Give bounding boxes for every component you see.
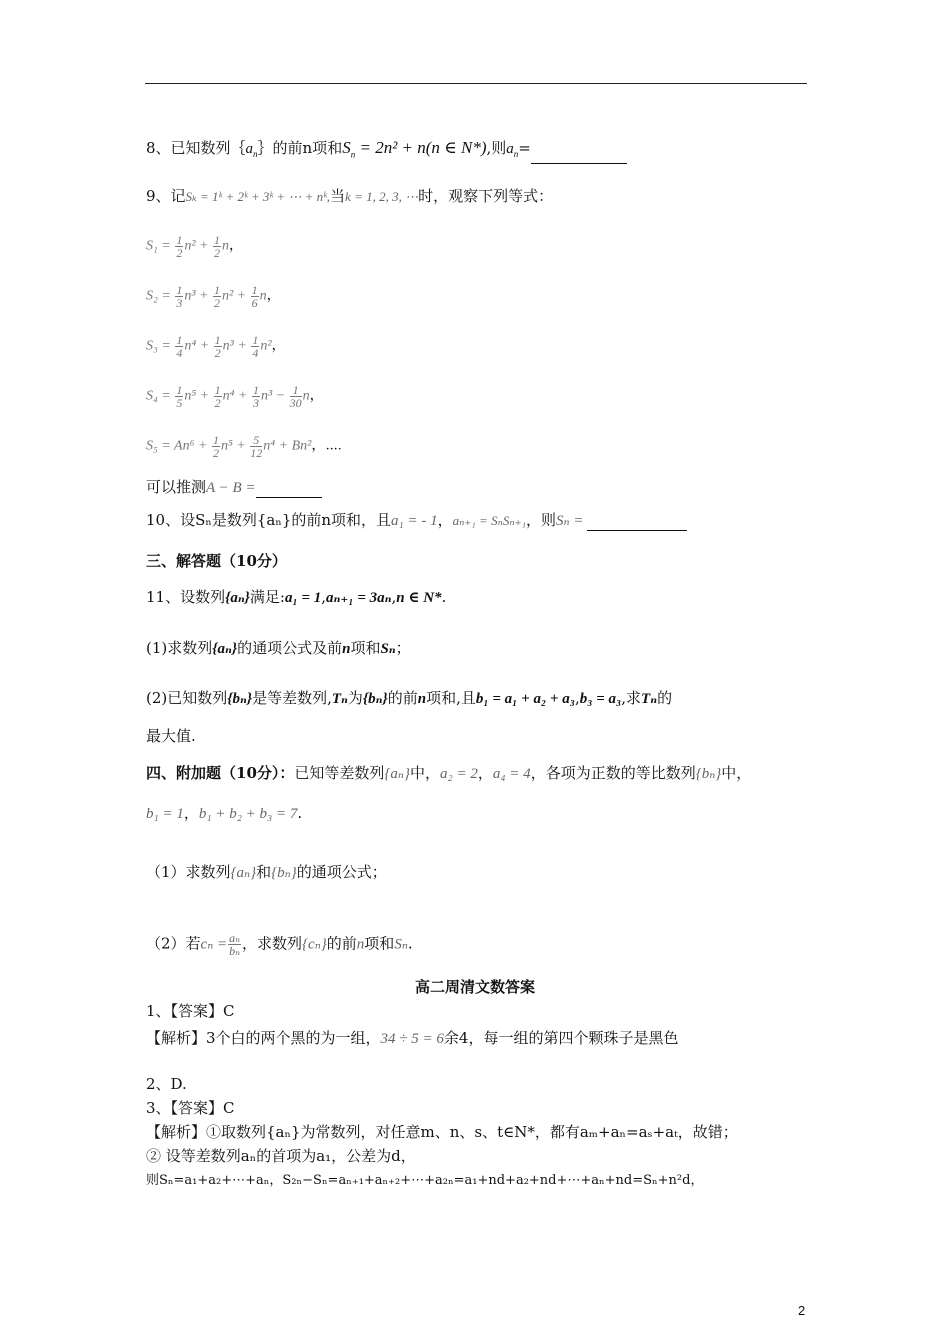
question-11-part-2: (2)已知数列{bₙ}是等差数列,Tₙ为{bₙ}的前n项和,且b₁ = a₁ + a₂ + a₃,b₃ = a₃,求Tₙ的: [146, 689, 673, 707]
question-11-tail: 最大值.: [146, 727, 196, 745]
question-9-conclusion: 可以推测A − B =: [146, 477, 322, 498]
question-8: 8、已知数列$\{a_n\}$的前n项和$S_n = 2n^2 + n(n$ ∈ N*),则$a_n=$: [146, 138, 627, 164]
answer-1: 1、【答案】C: [146, 1002, 235, 1020]
answer-3-explanation: 【解析】①取数列{aₙ}为常数列，对任意m、n、s、t∈N*，都有aₘ+aₙ=aₛ+aₜ，故错；: [146, 1123, 738, 1141]
math-division: 34 ÷ 5 = 6: [380, 1031, 444, 1047]
section-3-heading: 三、解答题（10分）: [146, 552, 287, 570]
page-number: 2: [798, 1303, 806, 1318]
equation-s2: S₂ = $\frac{1}{3}$ n³ + $\frac{1}{2}$ n² + $\frac{1}{6}$ n，: [146, 283, 281, 310]
math-a-minus-b: A − B =: [206, 480, 256, 496]
equation-s3: S₃ = $\frac{1}{4}$ n⁴ + $\frac{1}{2}$ n³ + $\frac{1}{4}$ n²，: [146, 333, 286, 360]
math-sn: Sₙ =: [556, 513, 584, 529]
section-4-question: 四、附加题（10分）：已知等差数列{aₙ}中，a₂ = 2，a₄ = 4，各项为正数的等比数列{bₙ}中，: [146, 764, 752, 782]
section-4-part-1: （1）求数列{aₙ}和{bₙ}的通项公式；: [146, 863, 387, 881]
math-sn-formula: $S_n = 2n^2 + n(n$ ∈ N*): [342, 138, 487, 160]
math-sk-def: Sₖ = 1ᵏ + 2ᵏ + 3ᵏ + ⋯ + nᵏ,: [185, 189, 331, 204]
fraction-an-bn: $\frac{\text{aₙ}}{\text{bₙ}}$: [229, 931, 241, 958]
answer-blank-10: [587, 516, 687, 531]
math-k-values: k = 1, 2, 3, ⋯: [345, 189, 419, 204]
answer-2: 2、D.: [146, 1075, 187, 1093]
header-rule: [145, 83, 807, 84]
section-4-conditions: b₁ = 1，b₁ + b₂ + b₃ = 7.: [146, 804, 303, 822]
answer-blank-9: [256, 483, 322, 498]
math-a1: a₁ = - 1: [391, 513, 438, 529]
question-11-part-1: (1)求数列{aₙ}的通项公式及前n项和Sₙ；: [146, 639, 411, 657]
answer-3-line-3: 则Sₙ=a₁+a₂+⋯+aₙ，S₂ₙ−Sₙ=aₙ₊₁+aₙ₊₂+⋯+a₂ₙ=a₁+nd+a₂+nd+⋯+aₙ+nd=Sₙ+n²d，: [146, 1173, 704, 1188]
math-recurrence: aₙ₊₁ = SₙSₙ₊₁: [452, 513, 526, 528]
answer-3: 3、【答案】C: [146, 1099, 235, 1117]
answer-3-line-2: ② 设等差数列aₙ的首项为a₁，公差为d，: [146, 1147, 416, 1165]
answers-title: 高二周清文数答案: [414, 978, 535, 996]
equation-s1: S₁ = $\frac{1}{2}$ n² + $\frac{1}{2}$ n，: [146, 233, 243, 260]
math-an-2: $a_n$: [506, 141, 519, 159]
equation-s4: S₄ = $\frac{1}{5}$ n⁵ + $\frac{1}{2}$ n⁴ + $\frac{1}{3}$ n³ − $\frac{1}{30}$ n，: [146, 383, 324, 410]
question-10: 10、设Sₙ是数列{aₙ}的前n项和，且a₁ = - 1，aₙ₊₁ = SₙSₙ₊₁，则Sₙ =: [146, 510, 687, 531]
section-4-part-2: （2）若cₙ = $\frac{\text{aₙ}}{\text{bₙ}}$ ，求数列{cₙ}的前n项和Sₙ.: [146, 931, 413, 958]
answer-1-explanation: 【解析】3个白的两个黑的为一组，34 ÷ 5 = 6余4，每一组的第四个颗珠子是黑色: [146, 1029, 679, 1047]
math-an: $a_n$: [245, 141, 258, 159]
question-9: 9、记Sₖ = 1ᵏ + 2ᵏ + 3ᵏ + ⋯ + nᵏ,当k = 1, 2, 3, ⋯时，观察下列等式：: [146, 187, 554, 205]
question-11: 11、设数列{aₙ}满足:a₁ = 1,aₙ₊₁ = 3aₙ,n ∈ N*.: [146, 588, 447, 606]
answer-blank-8: [531, 149, 627, 164]
equation-s5: S₅ = An⁶ + $\frac{1}{2}$ n⁵ + $\frac{5}{12}$ n⁴ + Bn²，⋯.: [146, 433, 342, 460]
